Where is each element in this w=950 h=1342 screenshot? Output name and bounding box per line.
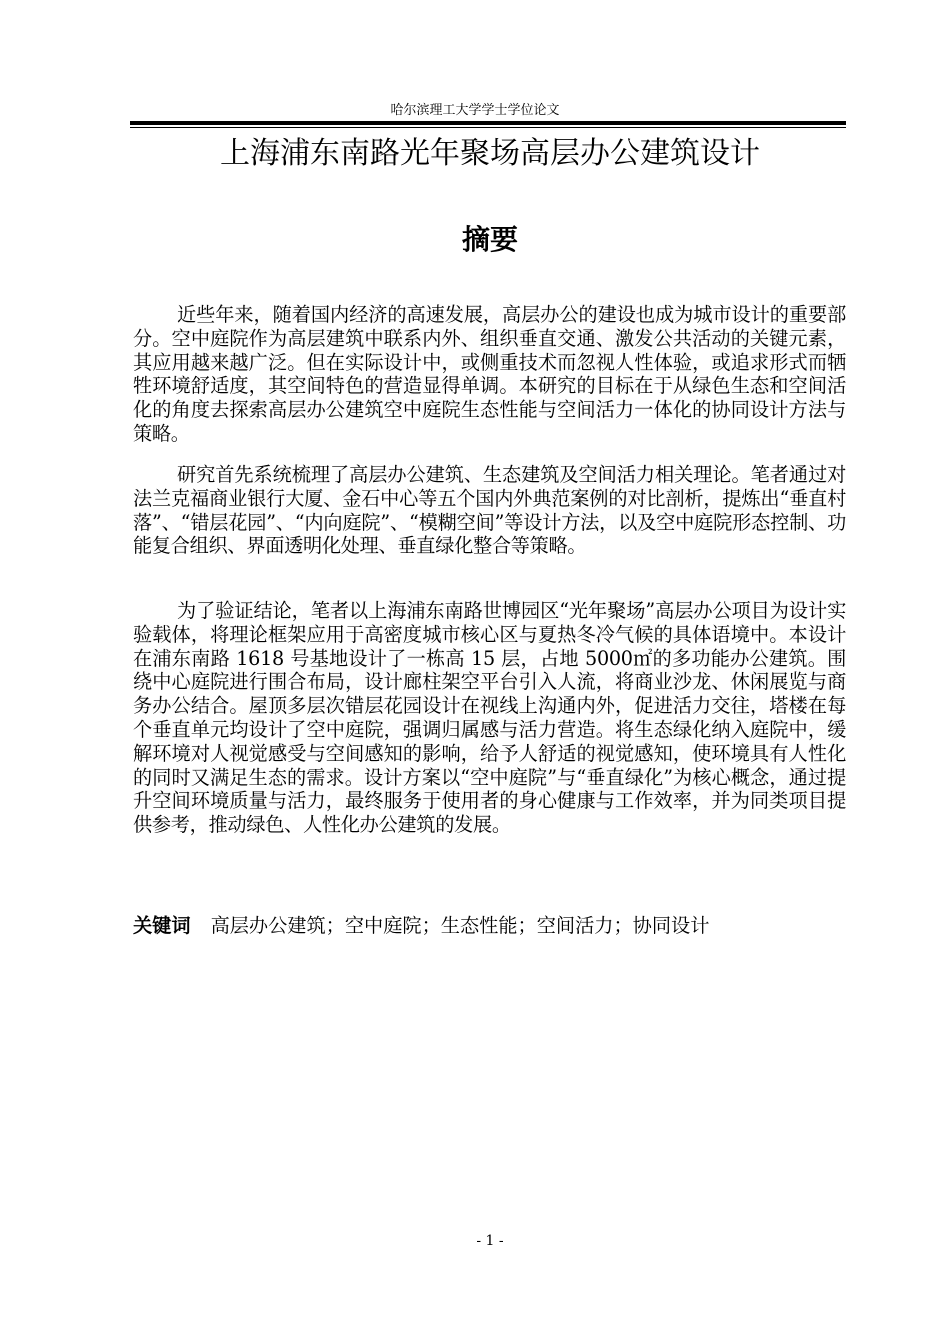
abstract-paragraph-3: 为了验证结论，笔者以上海浦东南路世博园区“光年聚场”高层办公项目为设计实验载体，将理论框架应用于高密度城市核心区与夏热冬冷气候的具体语境中。本设计在浦东南路 1618 号基地设计了一栋高 15 层，占地 5000㎡的多功能办公建筑。围绕中心庭院进行围合布局，设计廊柱架空平台引入人流，将商业沙龙、休闲展览与商务办公结合。屋顶多层次错层花园设计在视线上沟通内外，促进活力交往，塔楼在每个垂直单元均设计了空中庭院，强调归属感与活力营造。将生态绿化纳入庭院中，缓解环境对人视觉感受与空间感知的影响，给予人舒适的视觉感知，使环境具有人性化的同时又满足生态的需求。设计方案以“空中庭院”与“垂直绿化”为核心概念，通过提升空间环境质量与活力，最终服务于使用者的身心健康与工作效率，并为同类项目提供参考，推动绿色、人性化办公建筑的发展。 [133,599,846,837]
abstract-paragraph-1: 近些年来，随着国内经济的高速发展，高层办公的建设也成为城市设计的重要部分。空中庭院作为高层建筑中联系内外、组织垂直交通、激发公共活动的关键元素，其应用越来越广泛。但在实际设计中，或侧重技术而忽视人性体验，或追求形式而牺牲环境舒适度，其空间特色的营造显得单调。本研究的目标在于从绿色生态和空间活化的角度去探索高层办公建筑空中庭院生态性能与空间活力一体化的协同设计方法与策略。 [133,303,846,445]
running-header: 哈尔滨理工大学学士学位论文 [390,103,560,118]
abstract-heading: 摘要 [461,223,518,256]
keywords-values: 高层办公建筑；空中庭院；生态性能；空间活力；协同设计 [210,914,710,937]
keywords-label: 关键词 [133,914,191,937]
keywords-line [133,914,846,938]
header-rule-thick [130,121,846,125]
abstract-paragraph-2: 研究首先系统梳理了高层办公建筑、生态建筑及空间活力相关理论。笔者通过对法兰克福商业银行大厦、金石中心等五个国内外典范案例的对比剖析，提炼出“垂直村落”、“错层花园”、“内向庭院”、“模糊空间”等设计方法，以及空中庭院形态控制、功能复合组织、界面透明化处理、垂直绿化整合等策略。 [133,463,846,558]
page-number: - 1 - [476,1233,504,1249]
thesis-title: 上海浦东南路光年聚场高层办公建筑设计 [220,136,760,171]
header-rule-thin [130,127,846,128]
